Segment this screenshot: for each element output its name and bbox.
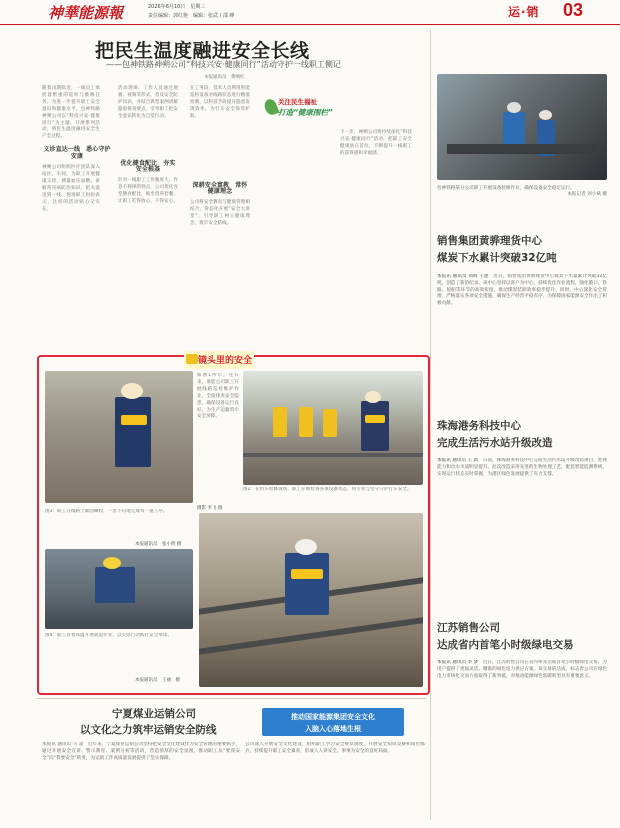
- bottom1-body: 本报讯 通讯员 马 超 近年来，宁夏煤业运销公司坚持把安全文化建设作为安全管理的重要抓手，通过开展安全宣讲、警示教育、案例分析等活动，营造浓厚的安全氛围，推动职工从“要我安全”向“我要安全”转变，为运销工作高质量发展提供了坚实保障。: [42, 742, 240, 761]
- story2-title: 珠海港务科技中心: [437, 420, 521, 432]
- bottom-badge-line2: 入脑入心落地生根: [305, 725, 361, 733]
- masthead: [0, 0, 620, 25]
- page-number: 03: [563, 0, 584, 20]
- feature-badge: [265, 95, 337, 123]
- lead-col3: 在工务段，技术人员利用智能巡检设备对线路状态进行精准检测，以科技手段提升隐患发现效率，为行车安全保驾护航。 深耕安全富教 常怀健康理念 公司将安全教育与健康管理相结合，常态化开展“安全大讲堂”，引导职工树立健康理念，筑牢安全防线。: [190, 86, 250, 227]
- gallery-caption-2: 图2：在机车检修现场，职工仔细检查各项设备状态，用专业与坚守守护行车安全。: [243, 487, 412, 492]
- section-name: 运·销: [508, 5, 540, 19]
- gallery-photo-2: [243, 371, 423, 485]
- lead-byline: 本报通讯员 黄响红: [204, 75, 245, 80]
- lead-col2: 活动现场，工作人员通过展板、视频等形式，普及安全防护知识，并结合典型案例讲解隐患排查要点，引导职工把安全意识转化为自觉行动。 优化健食配比 夯实安全根基 针对一线职工工作强度大、作息不规律的特点，公司优化食堂膳食配比，推出营养套餐，让职工吃得放心、干得安心。: [118, 86, 178, 205]
- lead-col1-subhead: 义诊直达一线 悉心守护安康: [43, 146, 111, 161]
- gallery-photo-1: [45, 371, 193, 503]
- story1-body: 本报讯 通讯员 刘海 王建 近日，销售集团黄骅理货中心煤炭下水量累计突破32亿吨，创造了新的纪录。该中心坚持以客户为中心，持续优化作业流程，强化港口、铁路、船舶等环节的高效衔接，推动煤炭装卸效率稳步提升。同时，中心深化安全管理，严格落实各项安全措施，确保生产经营平稳有序，为保障国家能源安全作出了积极贡献。: [437, 274, 607, 307]
- gallery-photo-4: [199, 513, 423, 687]
- bottom-badge-line1: 推动国家能源集团安全文化: [291, 713, 375, 721]
- lead-col4: 下一步，神朔公司将持续深化“科技兴安·健康同行”活动，把职工安全健康放在首位，不断提升一线职工的获得感和幸福感。: [340, 130, 412, 156]
- lead-headline: 把民生温度融进安全长线: [95, 40, 310, 62]
- gallery-banner: [184, 351, 254, 369]
- column-divider: [430, 30, 431, 820]
- right-top-photo: [437, 74, 607, 180]
- editor-line: 责任编辑：郭红艳 编辑：张武 / 邵 峰: [148, 13, 235, 19]
- camera-icon: [186, 354, 198, 364]
- gallery-banner-text: 镜头里的安全: [198, 356, 253, 366]
- gallery-byline-2: 本报通讯员 张小明 摄: [135, 542, 182, 547]
- gallery-caption-4: 图4：职工冒着高温开展轨道作业，以实际行动践行安全承诺。: [45, 633, 173, 638]
- right-top-caption: 包神铁路某分公司职工开展设备检修作业，确保设备安全稳定运行。 本报记者 刘小斌 摄: [437, 186, 607, 198]
- badge-line1: 关注民生福祉: [278, 98, 317, 106]
- story3-subtitle: 达成省内首笔小时级绿电交易: [437, 639, 574, 651]
- story3-title: 江苏销售公司: [437, 622, 500, 634]
- paper-logo: 神華能源報: [48, 4, 124, 22]
- bottom1-title: 宁夏煤业运销公司: [112, 708, 196, 720]
- bottom1-subtitle: 以文化之力筑牢运销安全防线: [80, 724, 217, 736]
- gallery-caption-1: 如图1所示，连日来，准能公司职工开展线路巡检维护作业，全面排查安全隐患，确保设备运行良好，为生产运输筑牢安全屏障。: [197, 373, 239, 420]
- badge-line2: 打造“健康围栏”: [278, 108, 333, 117]
- gallery-byline-1: 摄影 李飞 摄: [197, 506, 223, 511]
- story2-body: 本报讯 通讯员 王 新 日前，珠海港务科技中心完成生活污水站升级改造项目，处理能力和出水水质明显提升。此次改造采用先进的生物处理工艺，配套智能监测系统，实现运行状态实时掌握，为港区绿色发展提供了有力支撑。: [437, 458, 607, 477]
- story1-title: 销售集团黄骅理货中心: [437, 235, 542, 247]
- bottom-badge: [262, 708, 404, 736]
- gallery-caption-3: 图3：职工在线路上紧固螺栓，一丝不苟地完成每一道工序。: [45, 509, 168, 514]
- story3-body: 本报讯 通讯员 李 梦 近日，江苏销售公司在省内率先达成首笔小时级绿电交易，为用户提供了更加灵活、精准的绿色电力供应方案。该交易的达成，标志着公司在绿色电力市场化交易方面取得了新突破，对推动能源绿色低碳转型具有重要意义。: [437, 660, 607, 679]
- section-divider: [37, 698, 426, 699]
- lead-col1: 随着汛期临近，一线员工承担着繁重的巡检与维修任务。为进一步提升职工安全意识和健康水平，包神铁路神朔公司以“科技兴安·健康同行”为主题，开展系列活动，将民生温度融进安全生产全过程。 义诊直达一线 悉心守护安康 神朔公司组织医疗团队深入站区、车间，为职工开展健康义诊，测量血压血糖、讲解常见病防治知识，把关爱送到一线。现场职工纷纷表示，这样的活动贴心又实在。: [42, 86, 111, 212]
- bottom2-body: 公司深入开展安全文化建设，组织职工学习安全规章制度，开展安全知识竞赛和岗位练兵，持续提升职工安全素养，形成人人讲安全、事事为安全的良好局面。: [245, 742, 425, 754]
- story2-subtitle: 完成生活污水站升级改造: [437, 437, 553, 449]
- story1-subtitle: 煤炭下水累计突破32亿吨: [437, 252, 557, 264]
- sprout-icon: [263, 97, 280, 116]
- lead-col3-subhead: 深耕安全富教 常怀健康理念: [192, 181, 248, 196]
- gallery-photo-3: [45, 549, 193, 629]
- photo-gallery: [37, 355, 430, 695]
- issue-date: 2026年6月10日 星期三: [148, 4, 206, 10]
- gallery-byline-3: 本报通讯员 王丽 摄: [135, 678, 180, 683]
- lead-col2-subhead: 优化健食配比 夯实安全根基: [120, 159, 176, 174]
- lead-subheadline: ——包神铁路神朔公司“科技兴安·健康同行”活动守护一线职工侧记: [106, 60, 341, 69]
